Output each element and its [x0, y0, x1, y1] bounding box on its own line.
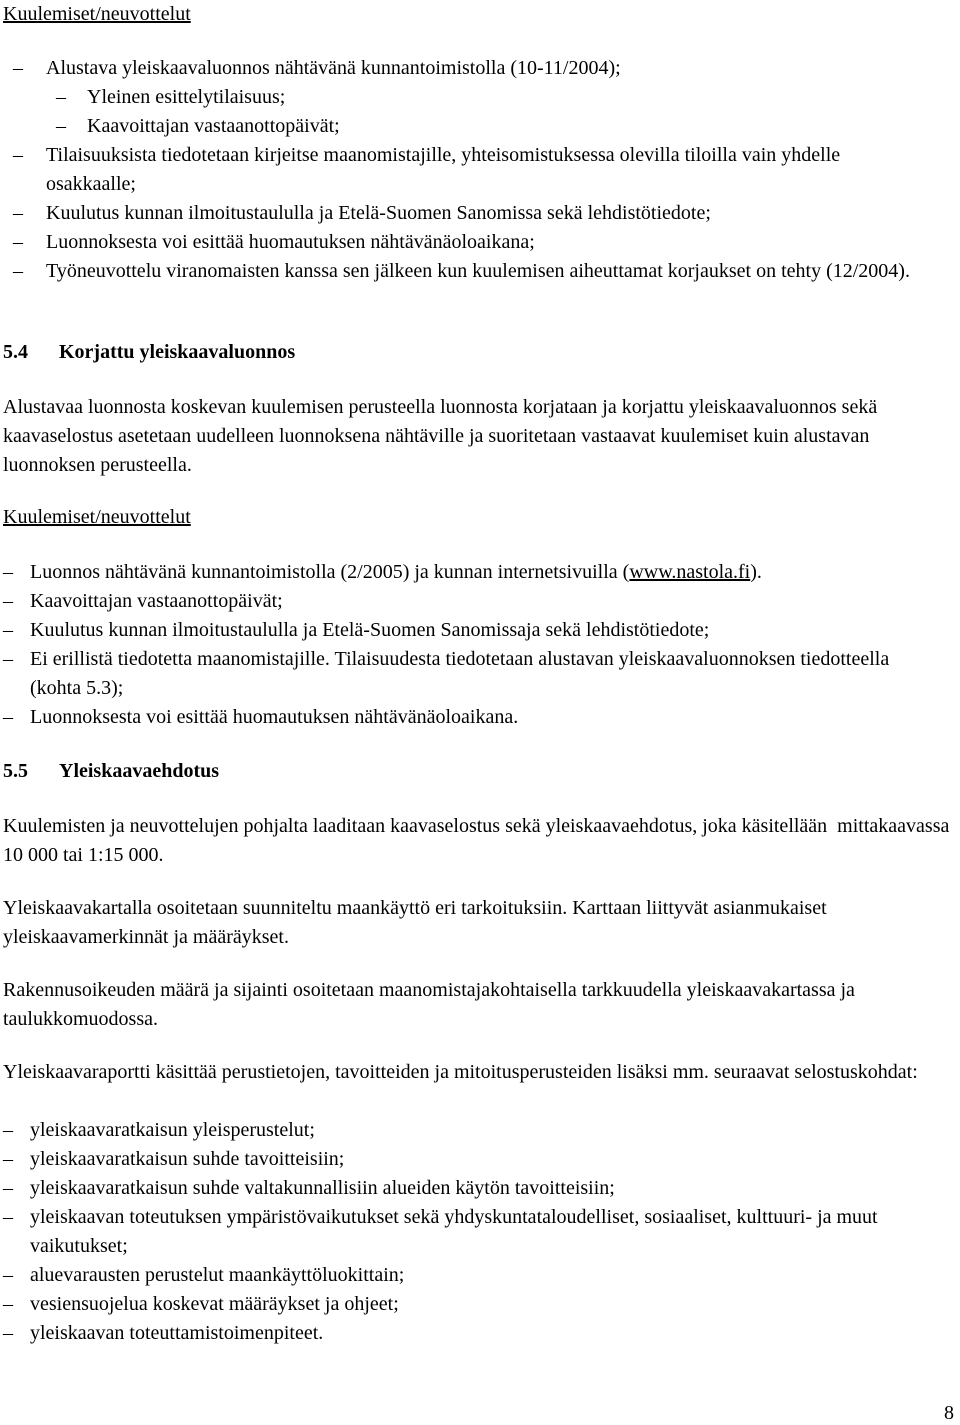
section-5-5-paragraph-2-wrap: [3, 894, 939, 952]
list-item-text: yleiskaavan toteuttamistoimenpiteet.: [30, 1322, 324, 1344]
list-item: – Kuulutus kunnan ilmoitustaululla ja Etelä-Suomen Sanomissaja sekä lehdistötiedote;: [3, 619, 710, 641]
list-item-text: vesiensuojelua koskevat määräykset ja ohjeet;: [30, 1293, 399, 1315]
list-item-text: Ei erillistä tiedotetta maanomistajille. Tilaisuudesta tiedotetaan alustavan yleiskaavaluonnoksen tiedotteella (kohta 5.3);: [30, 648, 890, 699]
list-item-text: aluevarausten perustelut maankäyttöluokittain;: [30, 1264, 405, 1286]
section-5-5-paragraph-3-wrap: [3, 976, 951, 1034]
section-5-5-paragraph-3: Rakennusoikeuden määrä ja sijainti osoitetaan maanomistajakohtaisella tarkkuudella yleiskaavakartassa ja taulukkomuodossa.: [3, 979, 855, 1030]
section-top-heading: Kuulemiset/neuvottelut: [3, 3, 191, 25]
section-5-4-subheading: Kuulemiset/neuvottelut: [3, 506, 191, 528]
list-item: – Työneuvottelu viranomaisten kanssa sen jälkeen kun kuulemisen aiheuttamat korjaukset on tehty (12/2004).: [13, 260, 910, 282]
section-5-5-paragraph-1-wrap: [3, 812, 955, 870]
list-item: – Tilaisuuksista tiedotetaan kirjeitse maanomistajille, yhteisomistuksessa olevilla tiloilla vain yhdelle osakkaalle;: [13, 144, 841, 195]
list-item-text: yleiskaavaratkaisun suhde valtakunnallisiin alueiden käytön tavoitteisiin;: [30, 1177, 615, 1199]
section-5-5-list: [3, 1116, 948, 1348]
list-item-text: Luonnos nähtävänä kunnantoimistolla (2/2005) ja kunnan internetsivuilla (: [30, 561, 630, 583]
list-item: – yleiskaavaratkaisun suhde valtakunnallisiin alueiden käytön tavoitteisiin;: [3, 1177, 615, 1199]
section-5-5-list-wrap: [3, 1116, 948, 1348]
section-5-4-subheading-wrap: [3, 503, 949, 532]
section-5-4-paragraph-wrap: [3, 393, 951, 480]
website-link[interactable]: www.nastola.fi: [629, 561, 751, 583]
list-item: – vesiensuojelua koskevat määräykset ja ohjeet;: [3, 1293, 399, 1315]
section-5-4-heading: [3, 338, 949, 367]
list-item-text: Alustava yleiskaavaluonnos nähtävänä kunnantoimistolla (10-11/2004);: [46, 57, 621, 79]
section-5-4-list-wrap: [3, 558, 943, 732]
list-item: – Luonnoksesta voi esittää huomautuksen nähtävänäoloaikana;: [13, 231, 535, 253]
list-item-text: Kuulutus kunnan ilmoitustaululla ja Etelä-Suomen Sanomissaja sekä lehdistötiedote;: [30, 619, 710, 641]
list-item-text: Kuulutus kunnan ilmoitustaululla ja Etelä-Suomen Sanomissa sekä lehdistötiedote;: [46, 202, 711, 224]
section-5-4-paragraph: Alustavaa luonnosta koskevan kuulemisen perusteella luonnosta korjataan ja korjattu yleiskaavaluonnos sekä kaavaselostus asetetaan uudelleen luonnoksena nähtäville ja suoritetaan vastaavat kuulemiset kuin alustavan luonnoksen perusteella.: [3, 396, 878, 476]
section-5-5-paragraph-4-wrap: [3, 1058, 945, 1087]
section-5-5-title: Yleiskaavaehdotus: [59, 760, 220, 782]
list-item: – Ei erillistä tiedotetta maanomistajille. Tilaisuudesta tiedotetaan alustavan yleiskaavaluonnoksen tiedotteella (kohta 5.3);: [3, 648, 890, 699]
list-item: – yleiskaavaratkaisun yleisperustelut;: [3, 1119, 315, 1141]
section-top: [3, 0, 949, 29]
list-item-text: Kaavoittajan vastaanottopäivät;: [30, 590, 283, 612]
list-item-text: yleiskaavaratkaisun suhde tavoitteisiin;: [30, 1148, 345, 1170]
list-item-text: Kaavoittajan vastaanottopäivät;: [87, 115, 340, 137]
list-item: – Luonnoksesta voi esittää huomautuksen nähtävänäoloaikana.: [3, 706, 519, 728]
list-item: – yleiskaavan toteuttamistoimenpiteet.: [3, 1322, 324, 1344]
list-item-text: Luonnoksesta voi esittää huomautuksen nähtävänäoloaikana.: [30, 706, 519, 728]
list-item: – Yleinen esittelytilaisuus;: [56, 86, 286, 108]
section-top-list-wrap: [3, 54, 933, 286]
list-item-text: Tilaisuuksista tiedotetaan kirjeitse maanomistajille, yhteisomistuksessa olevilla tiloilla vain yhdelle osakkaalle;: [46, 144, 841, 195]
section-5-5-paragraph-4: Yleiskaavaraportti käsittää perustietojen, tavoitteiden ja mitoitusperusteiden lisäksi mm. seuraavat selostuskohdat:: [3, 1061, 918, 1083]
list-item-text: ).: [750, 561, 762, 583]
section-top-list: [3, 54, 933, 286]
section-5-5-number: 5.5: [3, 760, 28, 782]
list-item: – Luonnos nähtävänä kunnantoimistolla (2/2005) ja kunnan internetsivuilla (www.nastola.fi).: [3, 561, 762, 583]
section-5-5-paragraph-1: Kuulemisten ja neuvottelujen pohjalta laaditaan kaavaselostus sekä yleiskaavaehdotus, joka käsitellään mittakaavassa 10 000 tai 1:15 000.: [3, 815, 955, 866]
list-item: – Alustava yleiskaavaluonnos nähtävänä kunnantoimistolla (10-11/2004);: [13, 57, 621, 79]
list-item: – yleiskaavaratkaisun suhde tavoitteisiin;: [3, 1148, 345, 1170]
list-item-text: Työneuvottelu viranomaisten kanssa sen jälkeen kun kuulemisen aiheuttamat korjaukset on tehty (12/2004).: [46, 260, 910, 282]
list-item-text: yleiskaavaratkaisun yleisperustelut;: [30, 1119, 315, 1141]
list-item-text: Luonnoksesta voi esittää huomautuksen nähtävänäoloaikana;: [46, 231, 535, 253]
list-item-text: yleiskaavan toteutuksen ympäristövaikutukset sekä yhdyskuntataloudelliset, sosiaaliset, kulttuuri- ja muut vaikutukset;: [30, 1206, 878, 1257]
section-5-5-paragraph-2: Yleiskaavakartalla osoitetaan suunniteltu maankäyttö eri tarkoituksiin. Karttaan liittyvät asianmukaiset yleiskaavamerkinnät ja määräykset.: [3, 897, 827, 948]
list-item: – yleiskaavan toteutuksen ympäristövaikutukset sekä yhdyskuntataloudelliset, sosiaaliset, kulttuuri- ja muut vaikutukset;: [3, 1206, 878, 1257]
list-item: – aluevarausten perustelut maankäyttöluokittain;: [3, 1264, 405, 1286]
section-5-4-list: [3, 558, 943, 732]
section-5-4-number: 5.4: [3, 341, 28, 363]
list-item: – Kaavoittajan vastaanottopäivät;: [3, 590, 283, 612]
list-item: – Kuulutus kunnan ilmoitustaululla ja Etelä-Suomen Sanomissa sekä lehdistötiedote;: [13, 202, 711, 224]
list-item: – Kaavoittajan vastaanottopäivät;: [56, 115, 340, 137]
section-5-5-heading: [3, 757, 949, 786]
page-number: 8: [944, 1402, 954, 1424]
list-item-text: Yleinen esittelytilaisuus;: [87, 86, 286, 108]
section-5-4-title: Korjattu yleiskaavaluonnos: [59, 341, 296, 363]
